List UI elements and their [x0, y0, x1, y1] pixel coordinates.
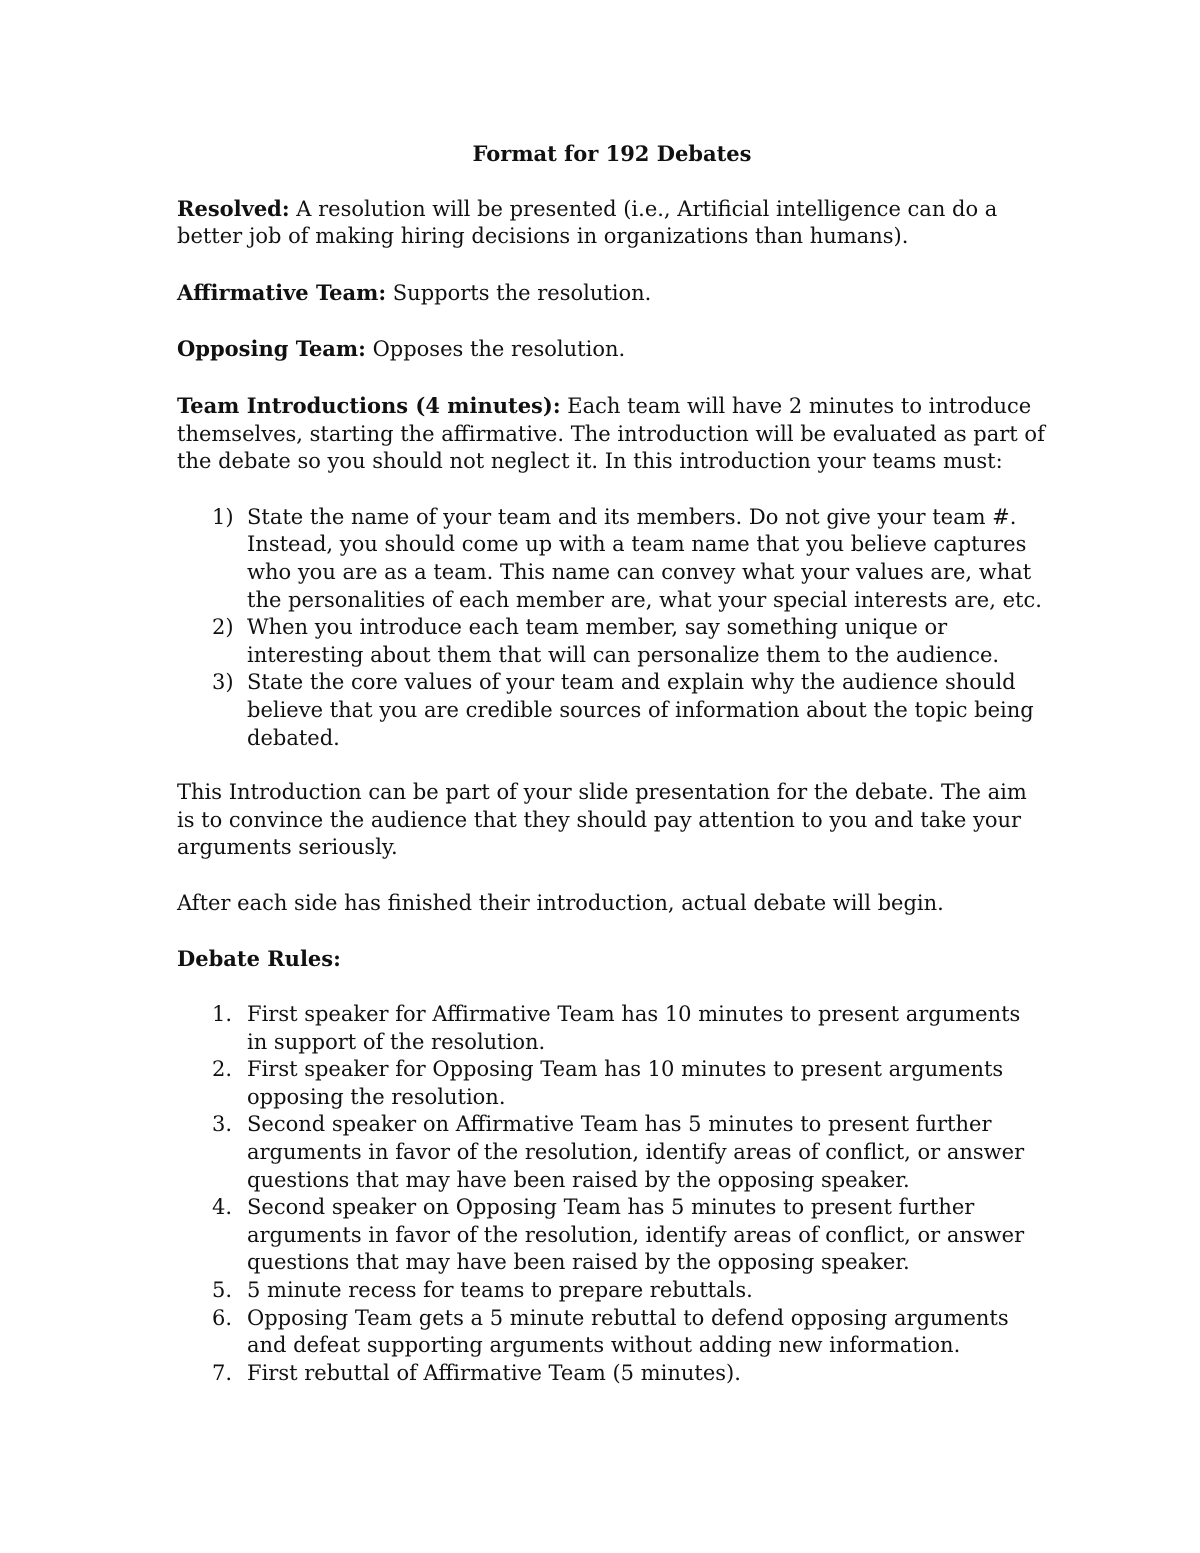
introductions-label: Team Introductions (4 minutes): — [177, 392, 561, 418]
list-item-number: 4. — [212, 1195, 233, 1220]
resolved-paragraph — [177, 195, 1047, 251]
list-item-number: 2. — [212, 1057, 233, 1082]
resolved-text: A resolution will be presented (i.e., Artificial intelligence can do a better job of making hiring decisions in organizations than humans). — [177, 196, 998, 249]
list-item — [177, 504, 1047, 614]
list-item-text: Opposing Team gets a 5 minute rebuttal to defend opposing arguments and defeat supporting arguments without adding new information. — [247, 1305, 1009, 1358]
debate-rules-list — [177, 1001, 1047, 1387]
list-item — [177, 1305, 1047, 1360]
introductions-text: Each team will have 2 minutes to introduce themselves, starting the affirmative. The introduction will be evaluated as part of the debate so you should not neglect it. In this introduction your teams must: — [177, 393, 1045, 474]
introductions-paragraph — [177, 392, 1047, 476]
list-item — [177, 1001, 1047, 1056]
list-item-text: First speaker for Opposing Team has 10 minutes to present arguments opposing the resolution. — [247, 1057, 1004, 1109]
list-item — [177, 669, 1047, 752]
affirmative-paragraph — [177, 279, 1047, 308]
list-item-number: 2) — [212, 615, 234, 640]
list-item — [177, 1360, 1047, 1388]
opposing-text: Opposes the resolution. — [365, 337, 626, 362]
affirmative-text: Supports the resolution. — [386, 280, 652, 305]
list-item-text: First rebuttal of Affirmative Team (5 minutes). — [247, 1360, 741, 1385]
list-item — [177, 1056, 1047, 1111]
list-item-number: 1) — [212, 504, 234, 529]
list-item-number: 7. — [212, 1360, 233, 1385]
list-item-text: Second speaker on Opposing Team has 5 minutes to present further arguments in favor of the resolution, identify areas of conflict, or answer questions that may have been raised by the opposing speaker. — [247, 1195, 1025, 1275]
introduction-requirements-list — [177, 504, 1047, 752]
list-item-text: State the core values of your team and explain why the audience should believe that you are credible sources of information about the topic being debated. — [247, 670, 1034, 750]
intro-note-paragraph: This Introduction can be part of your slide presentation for the debate. The aim is to convince the audience that they should pay attention to you and take your arguments seriously. — [177, 780, 1027, 860]
after-intro-paragraph: After each side has finished their introduction, actual debate will begin. — [177, 890, 944, 915]
opposing-label: Opposing Team: — [177, 336, 366, 362]
list-item — [177, 1111, 1047, 1194]
list-item-number: 6. — [212, 1305, 233, 1330]
list-item-text: Second speaker on Affirmative Team has 5 minutes to present further arguments in favor of the resolution, identify areas of conflict, or answer questions that may have been raised by the opposing speaker. — [247, 1112, 1025, 1192]
affirmative-label: Affirmative Team: — [177, 279, 387, 305]
list-item-number: 3. — [212, 1112, 233, 1137]
list-item — [177, 1194, 1047, 1277]
list-item-number: 3) — [212, 670, 234, 695]
list-item-text: 5 minute recess for teams to prepare rebuttals. — [247, 1278, 753, 1302]
list-item — [177, 1277, 1047, 1305]
document-title: Format for 192 Debates — [472, 141, 752, 166]
list-item-number: 5. — [212, 1278, 233, 1302]
list-item-text: When you introduce each team member, say something unique or interesting about them that will can personalize them to the audience. — [247, 615, 1000, 667]
list-item-text: State the name of your team and its members. Do not give your team #. Instead, you should come up with a team name that you believe captures who you are as a team. This name can convey what your values are, what the personalities of each member are, what your special interests are, etc. — [247, 504, 1042, 612]
document-page — [177, 140, 1047, 1414]
list-item — [177, 614, 1047, 669]
list-item-text: First speaker for Affirmative Team has 10 minutes to present arguments in support of the resolution. — [247, 1002, 1021, 1054]
opposing-paragraph — [177, 335, 1047, 364]
debate-rules-heading: Debate Rules: — [177, 946, 341, 972]
resolved-label: Resolved: — [177, 195, 290, 221]
list-item-number: 1. — [212, 1002, 233, 1027]
